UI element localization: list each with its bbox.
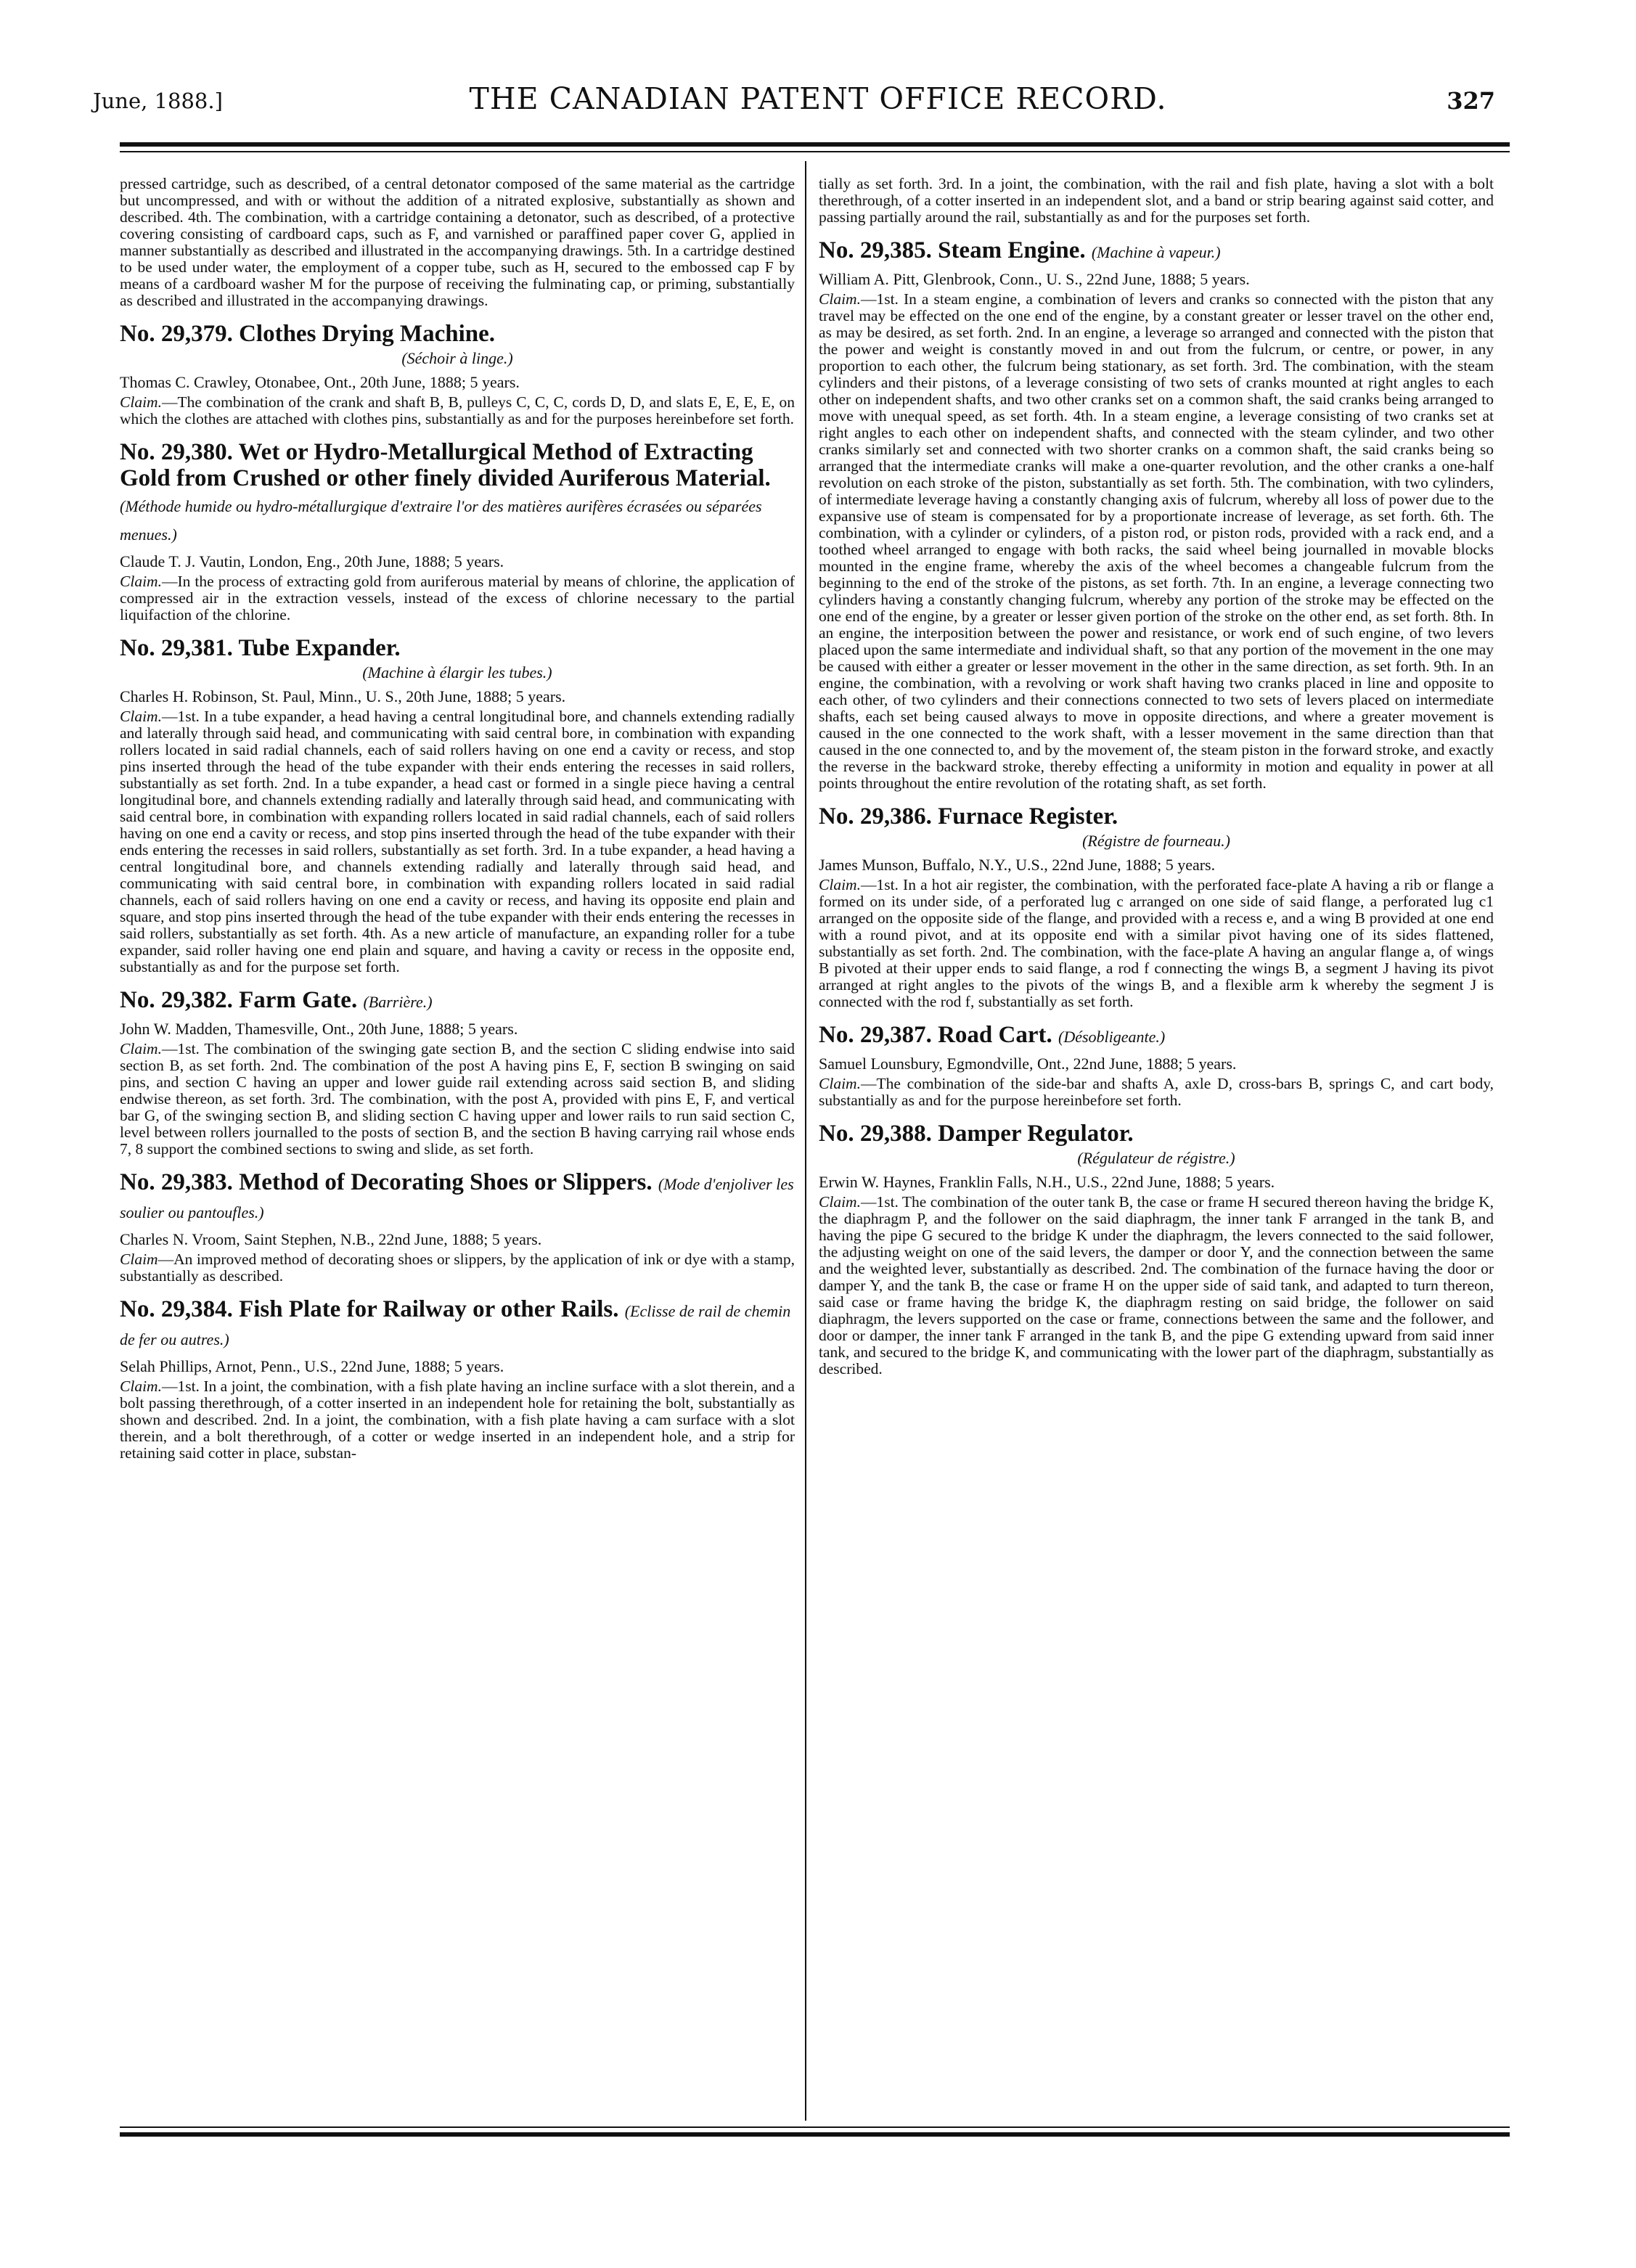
claim	[819, 291, 1494, 792]
french-title: (Désobligeante.)	[1058, 1028, 1166, 1046]
page-number: 327	[1447, 87, 1495, 115]
patentee-info: William A. Pitt, Glenbrook, Conn., U. S., 22nd June, 1888; 5 years.	[819, 270, 1250, 288]
claim	[819, 1076, 1494, 1109]
claim-label: Claim.	[120, 1040, 162, 1057]
patent-title: Tube Expander.	[238, 635, 401, 661]
claim	[120, 1378, 795, 1462]
patent-number: No. 29,381.	[120, 635, 233, 661]
french-title: (Machine à vapeur.)	[1091, 243, 1221, 261]
patent-number: No. 29,382.	[120, 987, 233, 1013]
claim	[120, 708, 795, 975]
patent-heading	[819, 803, 1494, 830]
claim-label: Claim.	[120, 708, 162, 725]
patent-title: Damper Regulator.	[938, 1121, 1134, 1147]
claim	[819, 877, 1494, 1010]
left-column	[120, 176, 795, 2115]
patentee-info: Charles H. Robinson, St. Paul, Minn., U. S., 20th June, 1888; 5 years.	[120, 687, 566, 705]
patent-heading	[120, 987, 795, 1015]
claim-text: —1st. The combination of the swinging gate section B, and the section C sliding endwise into said section B, as set forth. 2nd. The combination of the post A having pins E, F, section B swinging on said pins, and section C having an upper and lower guide rail extending across said section B, and sliding endwise thereon, as set forth. 3rd. The combination, with the post A, provided with pins E, F, and vertical bar G, of the swinging section B, and sliding section C having upper and lower rails to run said section C, level between rollers journalled to the posts of section B, and the section B having carrying rail whose ends 7, 8 support the combined sections to swing and slide, as set forth.	[120, 1040, 795, 1158]
patentee-info: James Munson, Buffalo, N.Y., U.S., 22nd June, 1888; 5 years.	[819, 856, 1216, 874]
patent-title: Wet or Hydro-Metallurgical Method of Extracting Gold from Crushed or other finely divided Auriferous Material.	[120, 439, 771, 491]
french-title: (Séchoir à linge.)	[401, 349, 513, 367]
right-column	[819, 176, 1494, 2115]
patent-number: No. 29,387.	[819, 1022, 932, 1048]
patent-title: Fish Plate for Railway or other Rails.	[239, 1296, 619, 1322]
patent-heading	[120, 321, 795, 347]
claim-text: —1st. The combination of the outer tank B, the case or frame H secured thereon having the bridge K, the diaphragm P, and the follower on the said diaphragm, the inner tank F arranged in the tank B, and having the pipe G secured to the bridge K under the diaphragm, the levers connected to the said follower, the adjusting weight on one of the said levers, the damper or door Y, and the connection between the same and the weighted lever, substantially as described. 2nd. The combination of the furnace having the door or damper Y, and the tank B, the case or frame H on the upper side of said tank, and adapted to turn thereon, said case or frame having the bridge K, the diaphragm resting on said bridge, the follower on said diaphragm, the levers supported on the case or frame, connections between the same and the follower, and door or damper, the inner tank F arranged in the tank B, and the pipe G extending upward from said inner tank, and secured to the bridge K, and communicating with the lower part of the diaphragm, substantially as described.	[819, 1193, 1494, 1377]
claim-text: —In the process of extracting gold from auriferous material by means of chlorine, the application of compressed air in the extraction vessels, instead of the excess of chlorine necessary to the partial liquifaction of the chlorine.	[120, 573, 795, 623]
french-title: (Régistre de fourneau.)	[1082, 832, 1230, 850]
patentee-info: Claude T. J. Vautin, London, Eng., 20th June, 1888; 5 years.	[120, 552, 504, 570]
top-rule-thin	[120, 151, 1510, 152]
patent-29386	[819, 803, 1494, 1010]
french-title: (Machine à élargir les tubes.)	[362, 663, 552, 681]
claim-label: Claim.	[819, 290, 861, 308]
patent-29385	[819, 237, 1494, 792]
claim-label: Claim.	[120, 1377, 162, 1395]
patent-number: No. 29,386.	[819, 803, 932, 830]
patent-number: No. 29,379.	[120, 321, 233, 347]
claim-text: —The combination of the side-bar and shafts A, axle D, cross-bars B, springs C, and cart body, substantially as and for the purpose hereinbefore set forth.	[819, 1075, 1494, 1109]
claim-text: —1st. In a steam engine, a combination of levers and cranks so connected with the piston that any travel may be effected on the one end of the engine, by a constant greater or lesser travel on the other end, as may be desired, as set forth. 2nd. In an engine, a leverage so arranged and connected with the piston that the power and weight is constantly moved in and out from the fulcrum, or centre, or power, in any proportion to each other, the fulcrum being stationary, as set forth. 3rd. The combination, with the steam cylinders and their pistons, of a leverage consisting of two sets of cranks mounted at right angles to each other on independent shafts, and two other cranks set on a common shaft, the said cranks being arranged to move with unequal speed, as set forth. 4th. In a steam engine, a leverage consisting of two cranks set at right angles to each other on independent shafts, and connected with the steam cylinder, and two other cranks similarly set and connected with two shorter cranks on a common shaft, the said cranks being so arranged that the intermediate cranks will make a one-quarter revolution, and the other cranks a one-half revolution on each stroke of the piston, substantially as set forth. 5th. The combination, with two cylinders, of intermediate leverage having a constantly changing axis of fulcrum, whereby all loss of power due to the expansive use of steam is compensated for by a proportionate increase of leverage, as set forth. 6th. The combination, with a cylinder or cylinders, of a piston rod, or piston rods, provided with a rack end, and a toothed wheel arranged to engage with both racks, the said wheel being journalled in movable blocks mounted in the engine frame, whereby the axis of the wheel becomes a changeable fulcrum from the beginning to the end of the stroke of the pistons, as set forth. 7th. In an engine, a leverage connecting two cylinders having a constantly changing fulcrum, whereby any portion of the stroke may be effected on the one end of the engine, by a greater or lesser given portion of the stroke on the other end, as set forth. 8th. In an engine, the interposition between the power and resistance, or work end of such engine, of two levers placed upon the same intermediate and individual shaft, so that any portion of the movement in the one may be caused with either a greater or lesser movement in the other in the same direction, as set forth. 9th. In an engine, the combination, with a revolving or work shaft having two cranks placed in line and opposite to each other, of two cylinders and their connections connected to two sets of levers placed on intermediate shafts, each set being caused always to move in opposite directions, and where a greater movement is caused in the one connected to the work shaft, with a lesser movement in the same direction than that caused in the one connected to, and by the movement of, the steam piston in the forward stroke, and exactly the reverse in the backward stroke, thereby effecting a uniformity in motion and equality in power at all points throughout the entire revolution of the rotating shaft, as set forth.	[819, 290, 1494, 792]
claim-label: Claim.	[120, 393, 162, 411]
patent-29379	[120, 321, 795, 427]
patent-heading	[819, 1121, 1494, 1147]
patent-heading	[120, 439, 795, 548]
patent-heading	[120, 635, 795, 661]
patentee-info: Thomas C. Crawley, Otonabee, Ont., 20th June, 1888; 5 years.	[120, 373, 520, 391]
patent-title: Farm Gate.	[239, 987, 358, 1013]
patent-number: No. 29,385.	[819, 237, 932, 263]
issue-date: June, 1888.]	[93, 89, 223, 113]
claim-text: —The combination of the crank and shaft B, B, pulleys C, C, C, cords D, D, and slats E, E, E, E, on which the clothes are attached with clothes pins, substantially as and for the purposes hereinbefore set forth.	[120, 393, 795, 427]
claim-label: Claim.	[819, 876, 861, 893]
french-title: (Régulateur de régistre.)	[1077, 1149, 1235, 1167]
patentee-info: Samuel Lounsbury, Egmondville, Ont., 22nd June, 1888; 5 years.	[819, 1055, 1237, 1073]
patent-number: No. 29,380.	[120, 439, 233, 465]
claim-text: —An improved method of decorating shoes or slippers, by the application of ink or dye with a stamp, substantially as described.	[120, 1250, 795, 1285]
patent-29384	[120, 1296, 795, 1462]
patentee-info: Charles N. Vroom, Saint Stephen, N.B., 22nd June, 1888; 5 years.	[120, 1230, 542, 1248]
patentee-info: Selah Phillips, Arnot, Penn., U.S., 22nd June, 1888; 5 years.	[120, 1357, 504, 1375]
claim-label: Claim	[120, 1250, 158, 1268]
page-header	[0, 0, 1636, 145]
patent-heading	[819, 237, 1494, 266]
patent-number: No. 29,384.	[120, 1296, 233, 1322]
french-title: (Barrière.)	[363, 993, 433, 1011]
claim-label: Claim.	[819, 1075, 861, 1092]
claim-label: Claim.	[819, 1193, 861, 1211]
patent-title: Road Cart.	[938, 1022, 1052, 1048]
claim	[120, 1251, 795, 1285]
patent-title: Steam Engine.	[938, 237, 1086, 263]
patent-title: Clothes Drying Machine.	[239, 321, 495, 347]
patent-29382	[120, 987, 795, 1158]
patent-number: No. 29,388.	[819, 1121, 932, 1147]
patent-heading	[819, 1022, 1494, 1050]
claim	[819, 1194, 1494, 1377]
top-rule	[120, 142, 1510, 147]
patent-29383	[120, 1169, 795, 1285]
french-title: (Méthode humide ou hydro-métallurgique d'extraire l'or des matières aurifères écrasées ou séparées menues.)	[120, 497, 762, 544]
french-title: (Mode d'enjoliver les soulier ou pantoufles.)	[120, 1175, 794, 1221]
claim	[120, 394, 795, 427]
claim-label: Claim.	[120, 573, 162, 590]
publication-title: THE CANADIAN PATENT OFFICE RECORD.	[469, 81, 1167, 116]
bottom-rule-thin	[120, 2126, 1510, 2128]
claim-text: —1st. In a joint, the combination, with a fish plate having an incline surface with a slot therein, and a bolt passing therethrough, of a cotter inserted in an independent hole for retaining the bolt, substantially as shown and described. 2nd. In a joint, the combination, with a fish plate having a cam surface with a slot therein, and a bolt therethrough, of a cotter or wedge inserted in an independent hole, and a strip for retaining said cotter in place, substan-	[120, 1377, 795, 1462]
patentee-info: John W. Madden, Thamesville, Ont., 20th June, 1888; 5 years.	[120, 1020, 518, 1038]
claim-text: —1st. In a tube expander, a head having a central longitudinal bore, and channels extending radially and laterally through said head, and communicating with said central bore, in combination with expanding rollers located in said radial channels, each of said rollers having on one end a cavity or recess, and stop pins inserted through the head of the tube expander with their ends entering the recesses in said rollers, substantially as set forth. 2nd. In a tube expander, a head cast or formed in a single piece having a central longitudinal bore, and channels extending radially and laterally through said head, and communicating with said central bore, in combination with expanding rollers located in said radial channels, each of said rollers having on one end a cavity or recess, and stop pins inserted through the head of the tube expander with their ends entering the recesses in said rollers, substantially as set forth. 3rd. In a tube expander, a head having a central longitudinal bore, and channels extending radially and laterally through said head, and communicating with said central bore, in combination with expanding rollers located in said radial channels, each of said rollers having on one end a cavity or recess, and having its opposite end plain and square, and stop pins inserted through the head of the tube expander with their ends entering the recesses in said rollers, substantially as set forth. 4th. As a new article of manufacture, an expanding roller for a tube expander, said roller having one end plain and square, and having a cavity or recess in the opposite end, substantially as and for the purpose set forth.	[120, 708, 795, 975]
claim	[120, 573, 795, 623]
continued-claim-text: pressed cartridge, such as described, of a central detonator composed of the same material as the cartridge but uncompressed, and with or without the addition of a nitrated explosive, substantially as shown and described. 4th. The combination, with a cartridge containing a detonator, such as described, of a protective covering consisting of cardboard caps, such as F, and varnished or paraffined paper cover G, applied in manner substantially as described and illustrated in the accompanying drawings. 5th. In a cartridge destined to be used under water, the employment of a copper tube, such as H, secured to the embossed cap F by means of a cardboard washer M for the purpose of receiving the fulminating cap, or priming, substantially as described and illustrated in the accompanying drawings.	[120, 176, 795, 309]
patent-title: Method of Decorating Shoes or Slippers.	[239, 1169, 653, 1195]
patent-number: No. 29,383.	[120, 1169, 233, 1195]
patent-29380	[120, 439, 795, 623]
patent-heading	[120, 1296, 795, 1353]
patent-title: Furnace Register.	[938, 803, 1118, 830]
claim	[120, 1041, 795, 1158]
patent-29387	[819, 1022, 1494, 1109]
continued-claim-text: tially as set forth. 3rd. In a joint, the combination, with the rail and fish plate, having a slot with a bolt therethrough, of a cotter inserted in an independent slot, and a band or strip bearing against said cotter, and passing partially around the rail, substantially as and for the purposes set forth.	[819, 176, 1494, 226]
patent-29381	[120, 635, 795, 975]
patent-heading	[120, 1169, 795, 1226]
column-divider	[805, 161, 806, 2121]
claim-text: —1st. In a hot air register, the combination, with the perforated face-plate A having a rib or flange a formed on its under side, of a perforated lug c arranged on one side of said flange, a perforated lug c1 arranged on the opposite side of the flange, and provided with a recess e, and a wing B provided at one end with a round pivot, and at its opposite end with a similar pivot having one of its sides flattened, substantially as set forth. 2nd. The combination, with the face-plate A having an angular flange a, of wings B pivoted at their upper ends to said flange, a rod f connecting the wings B, a segment J having its pivot arranged at right angles to the pivots of the wings B, and a flexible arm k whereby the segment J is connected with the rod f, substantially as set forth.	[819, 876, 1494, 1010]
french-title: (Eclisse de rail de chemin de fer ou autres.)	[120, 1302, 791, 1348]
patent-29388	[819, 1121, 1494, 1377]
patentee-info: Erwin W. Haynes, Franklin Falls, N.H., U.S., 22nd June, 1888; 5 years.	[819, 1173, 1275, 1191]
bottom-rule	[120, 2132, 1510, 2137]
